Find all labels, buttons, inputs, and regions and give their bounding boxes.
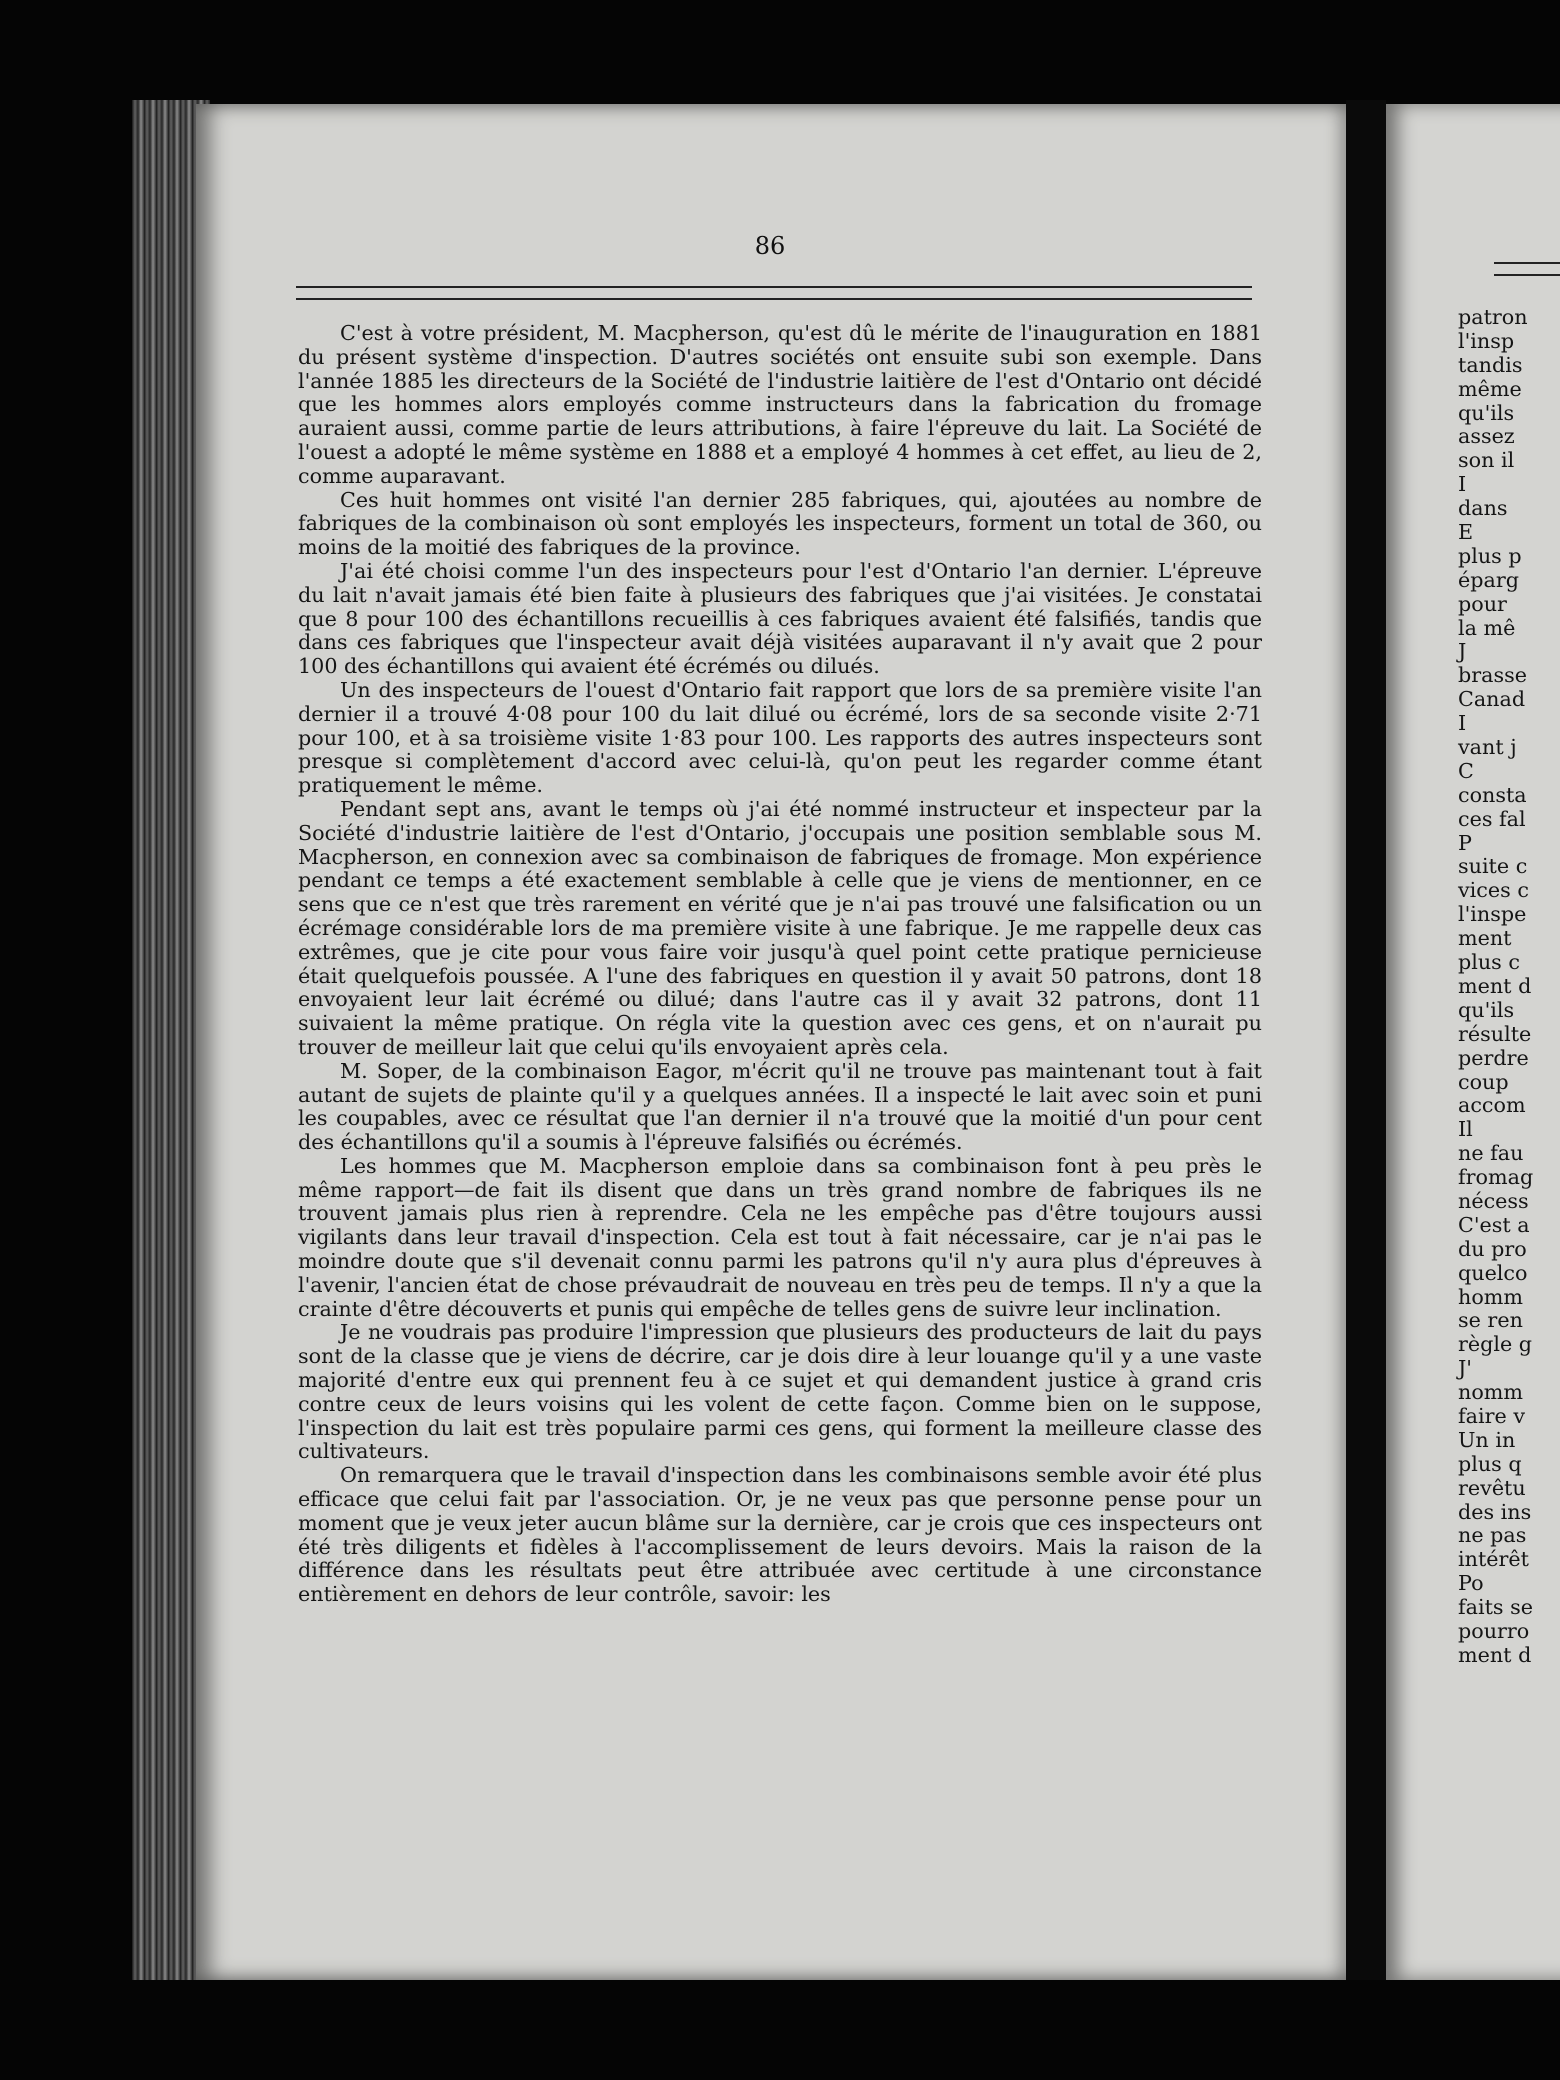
page-number: 86 bbox=[754, 232, 786, 260]
facing-page-line: Il bbox=[1458, 1117, 1473, 1142]
facing-page-line: qu'ils bbox=[1458, 997, 1515, 1022]
facing-page-line: homm bbox=[1458, 1284, 1524, 1309]
facing-page-line: patron bbox=[1458, 305, 1528, 329]
page-gutter bbox=[1346, 100, 1386, 1980]
facing-page-line: revêtu bbox=[1458, 1475, 1526, 1500]
facing-page-line: l'inspe bbox=[1458, 902, 1527, 927]
paragraph: Ces huit hommes ont visité l'an dernier 285 fabriques, qui, ajoutées au nombre de fabriques de la combinaison où sont employés les inspecteurs, forment un total de 360, ou moins de la moitié des fabriques de la province. bbox=[298, 487, 1262, 560]
paragraph: J'ai été choisi comme l'un des inspecteurs pour l'est d'Ontario l'an dernier. L'épreuve du lait n'avait jamais été bien faite à plusieurs des fabriques que j'ai visitées. Je constatai que 8 pour 100 des échantillons recueillis à ces fabriques avaient été falsifiés, tandis que dans ces fabriques que l'inspecteur avait déjà visitées auparavant il n'y avait que 2 pour 100 des échantillons qui avaient été écrémés ou dilués. bbox=[298, 558, 1262, 679]
facing-page-line: quelco bbox=[1458, 1260, 1528, 1285]
facing-page-line: se ren bbox=[1458, 1308, 1523, 1333]
facing-page-line: perdre bbox=[1458, 1045, 1529, 1070]
facing-page-line: J' bbox=[1458, 1356, 1472, 1381]
facing-page-line: l'insp bbox=[1458, 328, 1515, 353]
facing-page-line: vant j bbox=[1458, 735, 1517, 760]
facing-page-line: plus q bbox=[1458, 1451, 1522, 1476]
facing-page-line: J bbox=[1458, 639, 1467, 664]
facing-page-line: fromag bbox=[1458, 1165, 1534, 1190]
paragraph: M. Soper, de la combinaison Eagor, m'écrit qu'il ne trouve pas maintenant tout à fait autant de sujets de plainte qu'il y a quelques années. Il a inspecté le lait avec soin et puni les coupables, avec ce résultat que l'an dernier il n'a trouvé que la moitié d'un pour cent des échantillons qu'il a soumis à l'épreuve falsifiés ou écrémés. bbox=[298, 1058, 1262, 1155]
facing-page-line: I bbox=[1458, 472, 1467, 497]
facing-page-line: Un in bbox=[1458, 1427, 1516, 1452]
paragraph: Je ne voudrais pas produire l'impression que plusieurs des producteurs de lait du pays sont de la classe que je viens de décrire, car je dois dire à leur louange qu'il y a une vaste majorité d'entre eux qui prennent feu à ce sujet et qui demandent justice à grand cris contre ceux de leurs voisins qui les volent de cette façon. Comme bien on le suppose, l'inspection du lait est très populaire parmi ces gens, qui forment la meilleure classe des cultivateurs. bbox=[298, 1320, 1262, 1464]
facing-page-line: C bbox=[1458, 758, 1474, 783]
facing-page-line: plus p bbox=[1458, 543, 1522, 568]
facing-page-line: plus c bbox=[1458, 950, 1520, 975]
facing-page-line: tandis bbox=[1458, 352, 1523, 377]
facing-page-line: vices c bbox=[1458, 878, 1529, 903]
facing-page-line: nécess bbox=[1458, 1188, 1529, 1213]
facing-page-line: coup bbox=[1458, 1069, 1509, 1094]
facing-page-line: ment d bbox=[1458, 1642, 1532, 1667]
facing-page-line: ment bbox=[1458, 926, 1512, 951]
facing-page-line: dans bbox=[1458, 496, 1508, 521]
facing-page-line: Po bbox=[1458, 1571, 1484, 1596]
facing-page-line: faits se bbox=[1458, 1595, 1533, 1620]
facing-page-line: ment d bbox=[1458, 973, 1532, 998]
facing-page-line: consta bbox=[1458, 782, 1527, 807]
page-body-text bbox=[298, 322, 1262, 1607]
facing-page-line: assez bbox=[1458, 424, 1515, 449]
facing-page-line: I bbox=[1458, 711, 1467, 736]
facing-page-line: intérêt bbox=[1458, 1547, 1529, 1572]
facing-page-line: même bbox=[1458, 376, 1522, 401]
facing-page-line: règle g bbox=[1458, 1332, 1533, 1357]
facing-page-line: nomm bbox=[1458, 1380, 1524, 1405]
paragraph: On remarquera que le travail d'inspection dans les combinaisons semble avoir été plus efficace que celui fait par l'association. Or, je ne veux pas que personne pense pour un moment que je veux jeter aucun blâme sur la dernière, car je crois que ces inspecteurs ont été très diligents et fidèles à l'accomplissement de leurs devoirs. Mais la raison de la différence dans les résultats peut être attribuée avec certitude à une circonstance entièrement en dehors de leur contrôle, savoir: les bbox=[298, 1463, 1262, 1607]
facing-page-text bbox=[1458, 306, 1560, 1668]
facing-page-line: du pro bbox=[1458, 1236, 1527, 1261]
facing-page-line: Canad bbox=[1458, 687, 1526, 712]
facing-page-line: qu'ils bbox=[1458, 400, 1515, 425]
facing-page-line: ne pas bbox=[1458, 1523, 1527, 1548]
paragraph: C'est à votre président, M. Macpherson, qu'est dû le mérite de l'inauguration en 1881 du présent système d'inspection. D'autres sociétés ont ensuite subi son exemple. Dans l'année 1885 les directeurs de la Société de l'industrie laitière de l'est d'Ontario ont décidé que les hommes alors employés comme instructeurs dans la fabrication du fromage auraient aussi, comme partie de leurs attributions, à faire l'épreuve du lait. La Société de l'ouest a adopté le même système en 1888 et a employé 4 hommes à cet effet, au lieu de 2, comme auparavant. bbox=[298, 321, 1262, 488]
header-double-rule bbox=[296, 286, 1252, 300]
paragraph: Un des inspecteurs de l'ouest d'Ontario fait rapport que lors de sa première visite l'an dernier il a trouvé 4·08 pour 100 du lait dilué ou écrémé, lors de sa seconde visite 2·71 pour 100, et à sa troisième visite 1·83 pour 100. Les rapports des autres inspecteurs sont presque si complètement d'accord avec celui-là, qu'on peut les regarder comme étant pratiquement le même. bbox=[298, 677, 1262, 798]
facing-page-rule bbox=[1494, 262, 1560, 276]
facing-page-line: son il bbox=[1458, 448, 1515, 473]
facing-page-line: ces fal bbox=[1458, 806, 1526, 831]
facing-page-line: résulte bbox=[1458, 1021, 1532, 1046]
facing-page-line: suite c bbox=[1458, 854, 1528, 879]
facing-page-line: des ins bbox=[1458, 1499, 1532, 1524]
paragraph: Pendant sept ans, avant le temps où j'ai été nommé instructeur et inspecteur par la Société d'industrie laitière de l'est d'Ontario, j'occupais une position semblable sous M. Macpherson, en connexion avec sa combinaison de fabriques de fromage. Mon expérience pendant ce temps a été exactement semblable à celle que je viens de mentionner, en ce sens que ce n'est que très rarement en vérité que je n'ai pas trouvé une falsification ou un écrémage considérable lors de ma première visite à une fabrique. Je me rappelle deux cas extrêmes, que je cite pour vous faire voir jusqu'à quel point cette pratique pernicieuse était quelquefois poussée. A l'une des fabriques en question il y avait 50 patrons, dont 18 envoyaient leur lait écrémé ou dilué; dans l'autre cas il y avait 32 patrons, dont 11 suivaient la même pratique. On régla vite la question avec ces gens, et on n'aurait pu trouver de meilleur lait que celui qu'ils envoyaient après cela. bbox=[298, 796, 1262, 1059]
facing-page-line: pourro bbox=[1458, 1618, 1530, 1643]
facing-page-line: P bbox=[1458, 830, 1472, 855]
paragraph: Les hommes que M. Macpherson emploie dans sa combinaison font à peu près le même rapport—de fait ils disent que dans un très grand nombre de fabriques ils ne trouvent jamais plus rien à reprendre. Cela ne les empêche pas d'être toujours aussi vigilants dans leur travail d'inspection. Cela est tout à fait nécessaire, car je n'ai pas le moindre doute que s'il devenait connu parmi les patrons qu'il n'y aura plus d'épreuves à l'avenir, l'ancien état de chose prévaudrait de nouveau en très peu de temps. Il n'y a que la crainte d'être découverts et punis qui empêche de telles gens de suivre leur inclination. bbox=[298, 1153, 1262, 1321]
facing-page-line: pour bbox=[1458, 591, 1507, 616]
facing-page-line: brasse bbox=[1458, 663, 1527, 688]
facing-page-line: éparg bbox=[1458, 567, 1519, 592]
facing-page-line: ne fau bbox=[1458, 1141, 1524, 1166]
facing-page-line: accom bbox=[1458, 1093, 1526, 1118]
facing-page-line: faire v bbox=[1458, 1403, 1526, 1428]
facing-page-line: E bbox=[1458, 520, 1474, 545]
facing-page-line: C'est a bbox=[1458, 1212, 1530, 1237]
facing-page-line: la mê bbox=[1458, 615, 1516, 640]
